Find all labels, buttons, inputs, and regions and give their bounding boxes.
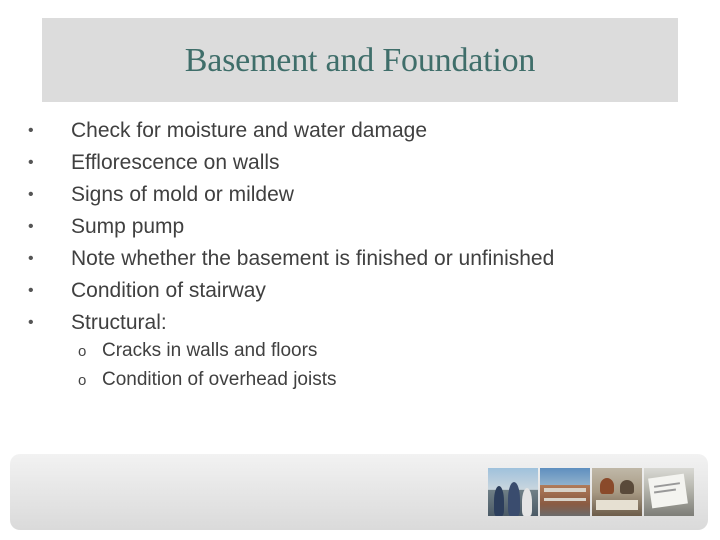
slide-title: Basement and Foundation: [184, 42, 536, 79]
sub-bullet-list: [78, 336, 336, 394]
bullet-item: [28, 243, 554, 275]
bullet-item: [28, 307, 554, 339]
bullet-text: Signs of mold or mildew: [71, 183, 294, 206]
sub-bullet-item: [78, 336, 336, 365]
bullet-icon: •: [28, 314, 34, 331]
sub-bullet-icon: o: [78, 343, 87, 360]
sub-bullet-icon: o: [78, 372, 87, 389]
bullet-text: Check for moisture and water damage: [71, 119, 428, 142]
bullet-item: [28, 211, 554, 243]
inspectors-photo: [488, 468, 538, 516]
bullet-icon: •: [28, 122, 34, 139]
document-photo: [644, 468, 694, 516]
consultation-photo: [592, 468, 642, 516]
bullet-item: [28, 115, 554, 147]
bullet-icon: •: [28, 282, 34, 299]
title-band: [42, 18, 678, 102]
bullet-item: [28, 179, 554, 211]
bullet-icon: •: [28, 154, 34, 171]
bullet-icon: •: [28, 186, 34, 203]
bullet-icon: •: [28, 218, 34, 235]
bullet-text: Note whether the basement is finished or unfinished: [71, 247, 555, 270]
bullet-text: Structural:: [71, 311, 167, 334]
sub-bullet-item: [78, 365, 336, 394]
bullet-text: Sump pump: [71, 215, 185, 238]
bullet-text: Efflorescence on walls: [71, 151, 280, 174]
bullet-item: [28, 147, 554, 179]
footer-photo-strip: [488, 468, 694, 516]
bullet-list: [28, 115, 554, 339]
sub-bullet-text: Condition of overhead joists: [102, 369, 337, 390]
bullet-text: Condition of stairway: [71, 279, 266, 302]
bullet-item: [28, 275, 554, 307]
sub-bullet-text: Cracks in walls and floors: [102, 340, 318, 361]
building-photo: [540, 468, 590, 516]
bullet-icon: •: [28, 250, 34, 267]
